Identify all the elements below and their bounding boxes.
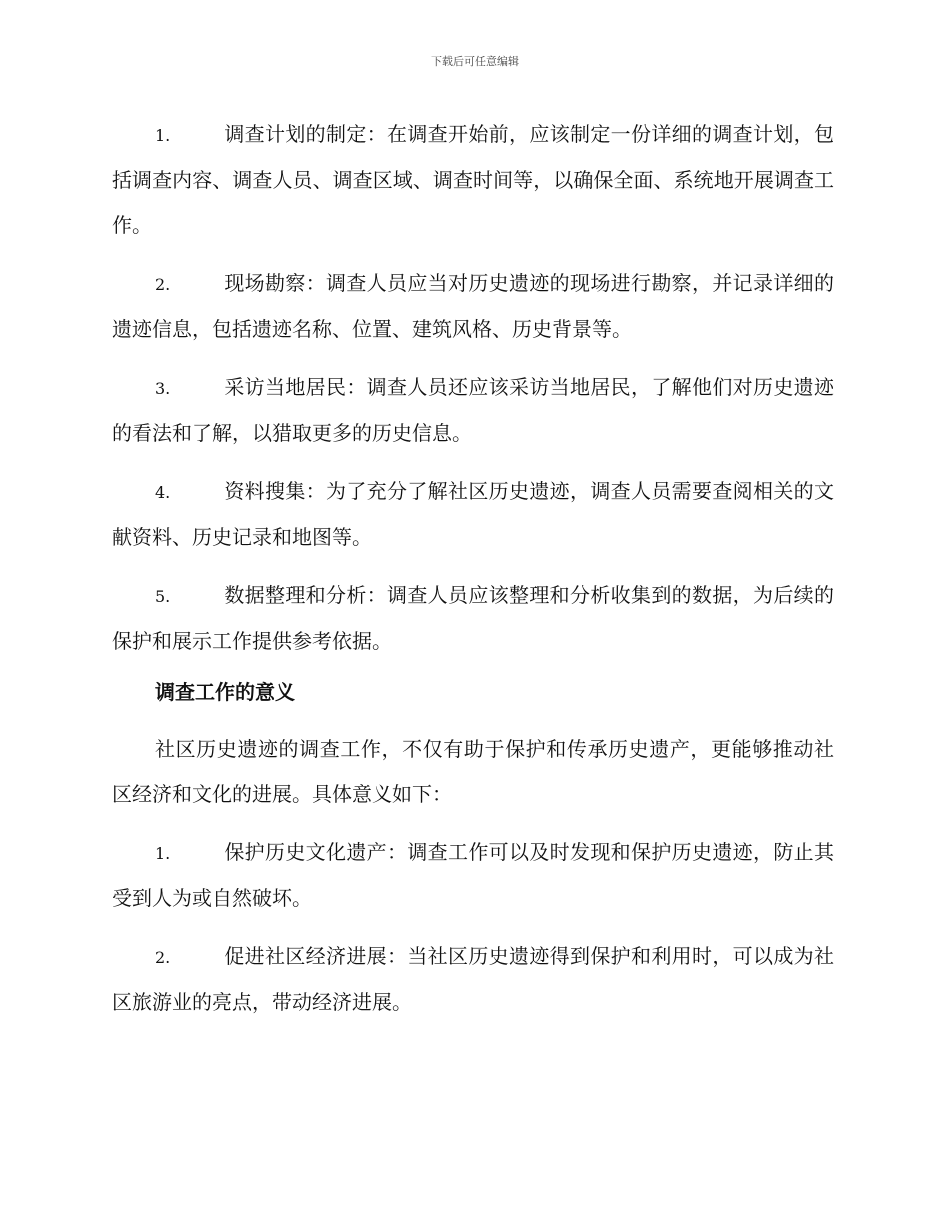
page-header: 下载后可任意编辑	[431, 55, 519, 68]
list-item-number: 4.	[155, 483, 171, 502]
list-item	[112, 469, 834, 560]
list-item-text: 促进社区经济进展：当社区历史遗迹得到保护和利用时，可以成为社区旅游业的亮点，带动经济进展。	[112, 944, 834, 1014]
list-item	[112, 830, 834, 921]
list-item-number: 1.	[155, 844, 171, 863]
section-intro: 社区历史遗迹的调查工作，不仅有助于保护和传承历史遗产，更能够推动社区经济和文化的进展。具体意义如下：	[112, 737, 834, 806]
list-item-text: 数据整理和分析：调查人员应该整理和分析收集到的数据，为后续的保护和展示工作提供参考依据。	[112, 583, 834, 653]
list-item-text: 保护历史文化遗产：调查工作可以及时发现和保护历史遗迹，防止其受到人为或自然破坏。	[112, 840, 834, 910]
list-item-number: 3.	[155, 379, 171, 398]
list-item	[112, 112, 834, 248]
document-body	[112, 112, 834, 1038]
list-item	[112, 261, 834, 352]
list-item-text: 资料搜集：为了充分了解社区历史遗迹，调查人员需要查阅相关的文献资料、历史记录和地图等。	[112, 479, 834, 549]
list-item-text: 采访当地居民：调查人员还应该采访当地居民，了解他们对历史遗迹的看法和了解，以猎取更多的历史信息。	[112, 375, 834, 445]
section-heading: 调查工作的意义	[155, 680, 295, 704]
list-item	[112, 365, 834, 456]
list-item	[112, 573, 834, 664]
list-item-number: 5.	[155, 587, 171, 606]
list-item-text: 现场勘察：调查人员应当对历史遗迹的现场进行勘察，并记录详细的遗迹信息，包括遗迹名称、位置、建筑风格、历史背景等。	[112, 271, 834, 341]
list-item-number: 1.	[155, 126, 171, 145]
list-item-number: 2.	[155, 948, 171, 967]
list-item	[112, 934, 834, 1025]
list-item-text: 调查计划的制定：在调查开始前，应该制定一份详细的调查计划，包括调查内容、调查人员、调查区域、调查时间等，以确保全面、系统地开展调查工作。	[112, 122, 834, 237]
list-item-number: 2.	[155, 275, 171, 294]
